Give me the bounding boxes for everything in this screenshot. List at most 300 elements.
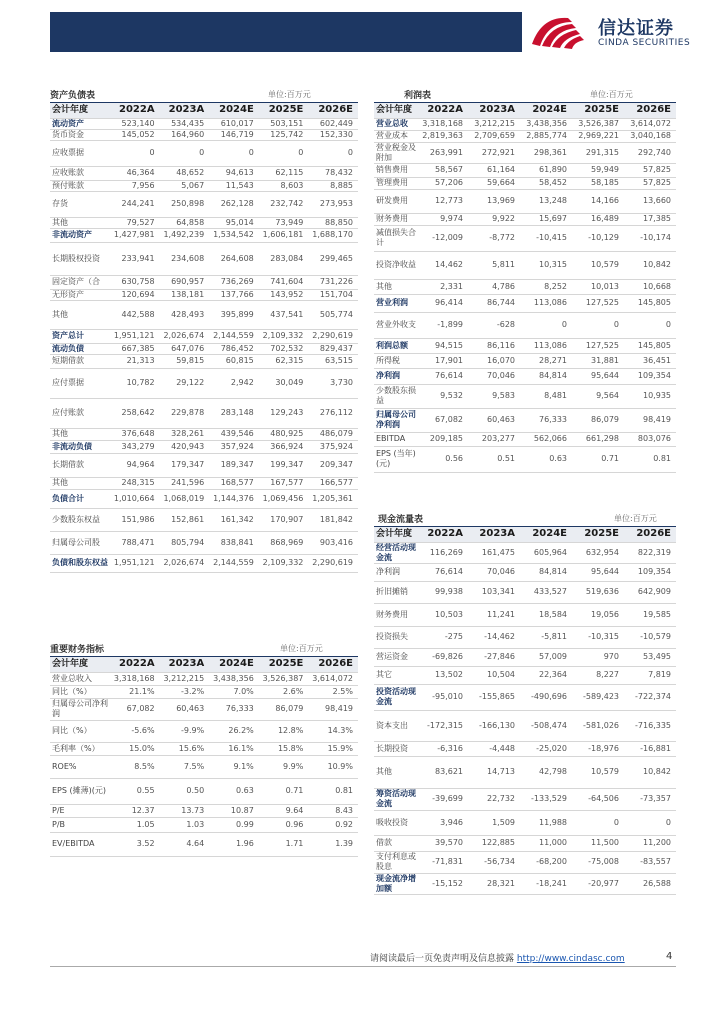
table-row: [374, 384, 676, 408]
cell-value: 28,271: [539, 355, 567, 365]
cell-value: -18,976: [588, 743, 619, 753]
cell-value: 3,946: [440, 817, 463, 827]
cell-value: 2,109,332: [262, 558, 304, 567]
cell-value: 731,226: [319, 277, 353, 286]
cell-value: 60,815: [225, 356, 254, 365]
cell-value: -581,026: [583, 720, 619, 730]
row-label: 减值损失合计: [376, 228, 416, 247]
cell-value: -716,335: [635, 720, 671, 730]
cell-value: 13.73: [181, 805, 205, 815]
cell-value: 1,951,121: [113, 558, 155, 567]
cell-value: -16,881: [640, 743, 671, 753]
table-row: [374, 353, 676, 368]
cell-value: 31,881: [591, 355, 619, 365]
cell-value: -172,315: [427, 720, 463, 730]
row-label: P/E: [52, 805, 65, 815]
table-row: [374, 756, 676, 788]
cell-value: 503,151: [270, 118, 304, 128]
cell-value: 199,347: [270, 460, 304, 469]
cell-value: -6,316: [437, 743, 463, 753]
cell-value: 145,805: [637, 340, 671, 350]
cinda-logo-icon: [528, 14, 588, 50]
row-label: 少数股东损益: [376, 386, 416, 405]
cell-value: 437,541: [270, 309, 304, 319]
cell-value: 395,899: [220, 309, 254, 319]
cell-value: 94,964: [126, 460, 155, 469]
cell-value: 822,319: [637, 547, 671, 557]
cell-value: 181,842: [319, 514, 353, 524]
cell-value: 62,315: [275, 356, 304, 365]
cell-value: 630,758: [121, 277, 155, 286]
column-header-year: 2026E: [624, 527, 676, 542]
table-row: [374, 130, 676, 142]
table-row: [374, 312, 676, 338]
cell-value: 99,938: [435, 587, 463, 596]
brand-name-cn: 信达证券: [598, 18, 674, 39]
table-row: [50, 832, 358, 856]
column-header-year: 2024E: [520, 103, 572, 118]
financial-indicators-unit: 单位:百万元: [280, 644, 323, 653]
cell-value: 19,585: [643, 609, 671, 619]
cell-value: 803,076: [637, 434, 671, 443]
table-row: [374, 432, 676, 446]
cell-value: 14,713: [487, 767, 515, 776]
row-label: 营业总收入: [52, 673, 92, 683]
cell-value: 17,385: [643, 214, 671, 223]
cell-value: 70,046: [487, 371, 515, 380]
cell-value: 0.55: [136, 786, 155, 795]
cell-value: 10,842: [643, 260, 671, 269]
cell-value: 11,241: [487, 609, 515, 619]
table-row: [50, 242, 358, 275]
cell-value: -10,579: [640, 632, 671, 641]
cell-value: 145,052: [121, 129, 155, 139]
cell-value: 13,502: [435, 670, 463, 679]
column-header-year: 2025E: [572, 527, 624, 542]
table-row: [374, 542, 676, 563]
table-row: [50, 289, 358, 300]
row-label: EPS (当年)(元): [376, 449, 416, 468]
cell-value: 2,144,559: [213, 558, 254, 567]
cell-value: 164,960: [171, 129, 205, 139]
column-header-year: 2022A: [110, 103, 160, 118]
cell-value: 519,636: [585, 587, 619, 596]
column-header-fiscal-year: 会计年度: [50, 103, 110, 118]
cell-value: 3,526,387: [262, 673, 304, 683]
cell-value: -64,506: [588, 794, 619, 803]
row-label: 归属母公司净利润: [52, 699, 108, 718]
row-label: ROE%: [52, 761, 77, 771]
cell-value: 8.5%: [134, 761, 155, 771]
cell-value: 22,732: [487, 794, 515, 803]
cell-value: -68,200: [536, 857, 567, 866]
cell-value: 690,957: [171, 277, 205, 286]
cell-value: -5.6%: [131, 726, 155, 735]
table-row: [374, 368, 676, 384]
table-row: [50, 453, 358, 477]
cell-value: 166,577: [319, 478, 353, 487]
cell-value: 59,815: [176, 356, 205, 365]
cell-value: 838,841: [220, 537, 254, 547]
cell-value: 10,842: [643, 767, 671, 776]
row-label: 财务费用: [376, 214, 408, 223]
financial-indicators-panel: [50, 640, 358, 857]
cell-value: 98,419: [325, 704, 353, 713]
cell-value: 4,786: [492, 281, 515, 291]
cell-value: -39,699: [432, 794, 463, 803]
row-label: 借款: [376, 838, 392, 847]
cell-value: 11,543: [225, 180, 254, 190]
cell-value: 1,688,170: [312, 230, 353, 239]
table-header-row: [50, 657, 358, 672]
cell-value: 2,144,559: [213, 331, 254, 340]
table-row: [50, 180, 358, 191]
row-label: EPS (摊薄)(元): [52, 786, 106, 795]
cell-value: -133,529: [531, 794, 567, 803]
cell-value: 1,068,019: [163, 493, 205, 503]
cell-value: 0: [149, 148, 155, 157]
cell-value: -71,831: [432, 857, 463, 866]
cell-value: 83,621: [435, 767, 463, 776]
cell-value: 129,243: [270, 408, 304, 417]
row-label: 吸收投资: [376, 817, 408, 827]
cell-value: 0: [347, 148, 353, 157]
cell-value: 113,086: [533, 298, 567, 307]
cell-value: 58,567: [435, 165, 463, 174]
table-row: [50, 329, 358, 343]
cell-value: 486,079: [319, 429, 353, 438]
cell-value: 1,606,181: [262, 230, 304, 239]
financial-indicators-header: [50, 640, 358, 657]
cell-value: 7,956: [131, 180, 155, 190]
cell-value: 0.71: [601, 454, 619, 463]
footer-disclaimer: [370, 951, 625, 964]
row-label: 负债合计: [52, 493, 84, 503]
cell-value: 0.71: [285, 786, 304, 795]
cell-value: -75,008: [588, 857, 619, 866]
cell-value: 3,614,072: [630, 119, 671, 128]
column-header-year: 2025E: [572, 103, 624, 118]
cell-value: 1,010,664: [113, 493, 155, 503]
cell-value: -15,152: [432, 878, 463, 888]
cell-value: 14.3%: [327, 726, 353, 735]
column-header-year: 2026E: [308, 103, 358, 118]
cell-value: 5,811: [492, 260, 515, 269]
cell-value: 647,076: [171, 343, 205, 353]
cell-value: 0.81: [653, 454, 671, 463]
cell-value: 209,347: [319, 460, 353, 469]
cell-value: 86,079: [275, 704, 304, 713]
table-row: [50, 428, 358, 440]
cell-value: 86,079: [591, 415, 619, 424]
table-row: [374, 810, 676, 835]
cell-value: 292,740: [637, 147, 671, 157]
table-row: [374, 835, 676, 851]
cell-value: 248,315: [121, 478, 155, 487]
cell-value: 60,463: [487, 415, 515, 424]
cell-value: 0.63: [549, 454, 567, 463]
row-label: 利润总额: [376, 340, 408, 350]
cell-value: 10,579: [591, 767, 619, 776]
cell-value: 0.63: [235, 786, 254, 795]
cell-value: 10,504: [487, 670, 515, 679]
balance-sheet-unit: 单位:百万元: [268, 90, 311, 99]
table-row: [374, 338, 676, 353]
cell-value: 125,742: [270, 129, 304, 139]
row-label: 长期借款: [52, 460, 84, 469]
table-row: [374, 225, 676, 251]
table-row: [374, 851, 676, 873]
cell-value: 70,046: [487, 567, 515, 576]
cell-value: 276,112: [319, 408, 353, 417]
cell-value: 0.81: [335, 786, 353, 795]
cell-value: -69,826: [432, 652, 463, 661]
cell-value: 64,858: [176, 217, 205, 227]
cell-value: 9.1%: [233, 761, 254, 771]
cell-value: -27,846: [484, 652, 515, 661]
cell-value: 11,200: [643, 838, 671, 847]
cell-value: 2,942: [230, 378, 254, 387]
cell-value: 67,082: [126, 704, 155, 713]
cell-value: 328,261: [171, 429, 205, 438]
table-row: [374, 189, 676, 213]
cell-value: 250,898: [171, 199, 205, 208]
row-label: 其他: [376, 281, 392, 291]
cell-value: 58,185: [591, 178, 619, 187]
cash-flow-table: [374, 527, 676, 895]
row-label: 管理费用: [376, 178, 408, 187]
cell-value: 428,493: [171, 309, 205, 319]
table-row: [374, 710, 676, 741]
cell-value: 26,588: [643, 878, 671, 888]
cell-value: 8,603: [280, 180, 304, 190]
cell-value: 9.64: [285, 805, 304, 815]
row-label: 流动负债: [52, 343, 84, 353]
cell-value: 116,269: [429, 547, 463, 557]
cell-value: 12.37: [131, 805, 155, 815]
cell-value: 95,644: [591, 371, 619, 380]
cell-value: 60,463: [176, 704, 205, 713]
cell-value: 0: [199, 148, 205, 157]
row-label: 其他: [52, 309, 68, 319]
cell-value: 59,949: [591, 165, 619, 174]
row-label: 营业外收支: [376, 320, 416, 329]
cell-value: 39,570: [435, 838, 463, 847]
cell-value: 11,000: [539, 838, 567, 847]
row-label: 折旧摊销: [376, 587, 408, 596]
cell-value: 0.96: [285, 819, 304, 829]
column-header-year: 2022A: [416, 527, 468, 542]
page-number: 4: [666, 951, 673, 962]
cell-value: 94,515: [435, 340, 463, 350]
row-label: 净利润: [376, 371, 400, 380]
brand-logo: [528, 12, 708, 52]
cell-value: 86,744: [487, 298, 515, 307]
row-label: 财务费用: [376, 609, 408, 619]
column-header-fiscal-year: 会计年度: [374, 103, 416, 118]
cell-value: 273,953: [319, 199, 353, 208]
table-row: [374, 648, 676, 666]
table-row: [50, 489, 358, 508]
table-row: [50, 217, 358, 228]
cash-flow-unit: 单位:百万元: [614, 514, 657, 523]
cell-value: 0.50: [186, 786, 205, 795]
table-row: [374, 563, 676, 581]
row-label: 投资损失: [376, 632, 408, 641]
row-label: 同比（%）: [52, 726, 92, 735]
column-header-year: 2026E: [624, 103, 676, 118]
cell-value: 9,922: [492, 214, 515, 223]
cell-value: 291,315: [585, 147, 619, 157]
cell-value: -56,734: [484, 857, 515, 866]
row-label: EV/EBITDA: [52, 839, 95, 848]
table-row: [50, 742, 358, 755]
cell-value: 1,144,376: [213, 493, 254, 503]
cell-value: 8,481: [544, 391, 567, 400]
cell-value: 167,577: [270, 478, 304, 487]
cash-flow-panel: [374, 510, 676, 895]
income-statement-header: [374, 86, 676, 103]
cell-value: 505,774: [319, 309, 353, 319]
cell-value: 42,798: [539, 767, 567, 776]
cell-value: 61,164: [487, 165, 515, 174]
cell-value: 57,825: [643, 165, 671, 174]
cell-value: 48,652: [176, 168, 205, 177]
table-row: [374, 741, 676, 756]
row-label: 毛利率（%）: [52, 743, 100, 753]
cell-value: 22,364: [539, 670, 567, 679]
row-label: 投资净收益: [376, 260, 416, 269]
cell-value: -3.2%: [180, 686, 205, 696]
cell-value: -14,462: [484, 632, 515, 641]
cell-value: 534,435: [171, 118, 205, 128]
table-row: [50, 685, 358, 698]
row-label: 归属母公司股: [52, 537, 100, 547]
table-row: [374, 626, 676, 648]
cell-value: 3.52: [136, 839, 155, 848]
row-label: 存货: [52, 199, 68, 208]
cash-flow-title: 现金流量表: [378, 515, 424, 525]
table-row: [50, 698, 358, 720]
cell-value: 2,885,774: [526, 131, 567, 140]
cell-value: 94,613: [225, 168, 254, 177]
table-row: [374, 684, 676, 710]
cell-value: 234,608: [171, 253, 205, 263]
cell-value: 76,614: [435, 567, 463, 576]
cell-value: 8,227: [596, 670, 619, 679]
cell-value: 12,773: [435, 196, 463, 205]
cell-value: 3,212,215: [474, 119, 515, 128]
cell-value: 18,584: [539, 609, 567, 619]
cell-value: 8.43: [335, 805, 353, 815]
cell-value: 1.03: [186, 819, 205, 829]
row-label: 同比（%）: [52, 686, 92, 696]
cell-value: 21.1%: [129, 686, 155, 696]
cell-value: -628: [496, 320, 515, 329]
cell-value: 28,321: [487, 878, 515, 888]
row-label: 流动资产: [52, 118, 84, 128]
cell-value: 366,924: [270, 441, 304, 451]
table-row: [374, 279, 676, 294]
cell-value: 2,709,659: [474, 131, 515, 140]
cell-value: -10,174: [640, 233, 671, 242]
cell-value: 76,333: [225, 704, 254, 713]
cell-value: 788,471: [121, 537, 155, 547]
cell-value: 179,347: [171, 460, 205, 469]
cell-value: 95,644: [591, 567, 619, 576]
cell-value: 13,660: [643, 196, 671, 205]
table-row: [50, 129, 358, 140]
table-row: [50, 755, 358, 778]
column-header-year: 2026E: [308, 657, 358, 672]
cell-value: 2,109,332: [262, 331, 304, 340]
cell-value: 2,026,674: [163, 558, 205, 567]
cell-value: 15.0%: [129, 743, 155, 753]
row-label: 应收账款: [52, 168, 84, 177]
cell-value: 67,082: [435, 415, 463, 424]
income-statement-table: [374, 103, 676, 473]
row-label: 其他: [376, 767, 392, 776]
cell-value: 127,525: [585, 340, 619, 350]
cell-value: 480,925: [270, 429, 304, 438]
brand-name-en: CINDA SECURITIES: [598, 38, 691, 48]
cell-value: 15.8%: [277, 743, 304, 753]
row-label: 筹资活动现金流: [376, 789, 416, 808]
balance-sheet-panel: [50, 86, 358, 573]
cell-value: 433,527: [533, 587, 567, 596]
website-link[interactable]: http://www.cindasc.com: [516, 954, 625, 964]
cell-value: 113,086: [533, 340, 567, 350]
cell-value: 7,819: [648, 670, 671, 679]
cell-value: 36,451: [643, 355, 671, 365]
cell-value: 10,503: [435, 609, 463, 619]
row-label: 其他: [52, 217, 68, 227]
table-row: [50, 300, 358, 329]
cell-value: -20,977: [588, 878, 619, 888]
cell-value: 146,719: [220, 129, 254, 139]
cell-value: 642,909: [637, 587, 671, 596]
cell-value: -25,020: [536, 743, 567, 753]
cell-value: 1,509: [492, 817, 515, 827]
cell-value: 0: [561, 320, 567, 329]
cell-value: 1.05: [136, 819, 155, 829]
cell-value: 263,991: [429, 147, 463, 157]
cell-value: 868,969: [270, 537, 304, 547]
cell-value: 605,964: [533, 547, 567, 557]
cell-value: 88,850: [325, 217, 353, 227]
cell-value: -18,241: [536, 878, 567, 888]
row-label: 非流动资产: [52, 230, 92, 239]
balance-sheet-header: [50, 86, 358, 103]
cell-value: 2,819,363: [422, 131, 463, 140]
table-row: [50, 554, 358, 572]
table-row: [50, 166, 358, 180]
cell-value: 10,315: [539, 260, 567, 269]
cell-value: 58,452: [539, 178, 567, 187]
cell-value: 2,290,619: [312, 331, 353, 340]
cell-value: 1,951,121: [113, 331, 155, 340]
cell-value: 241,596: [171, 478, 205, 487]
table-row: [50, 508, 358, 531]
row-label: 净利润: [376, 567, 400, 576]
cell-value: 9,532: [440, 391, 463, 400]
cell-value: 343,279: [121, 441, 155, 451]
cell-value: 15.9%: [327, 743, 353, 753]
cell-value: 10,579: [591, 260, 619, 269]
cell-value: 203,277: [481, 434, 515, 443]
cell-value: 0: [613, 817, 619, 827]
disclaimer-text: 请阅读最后一页免责声明及信息披露: [370, 954, 515, 964]
